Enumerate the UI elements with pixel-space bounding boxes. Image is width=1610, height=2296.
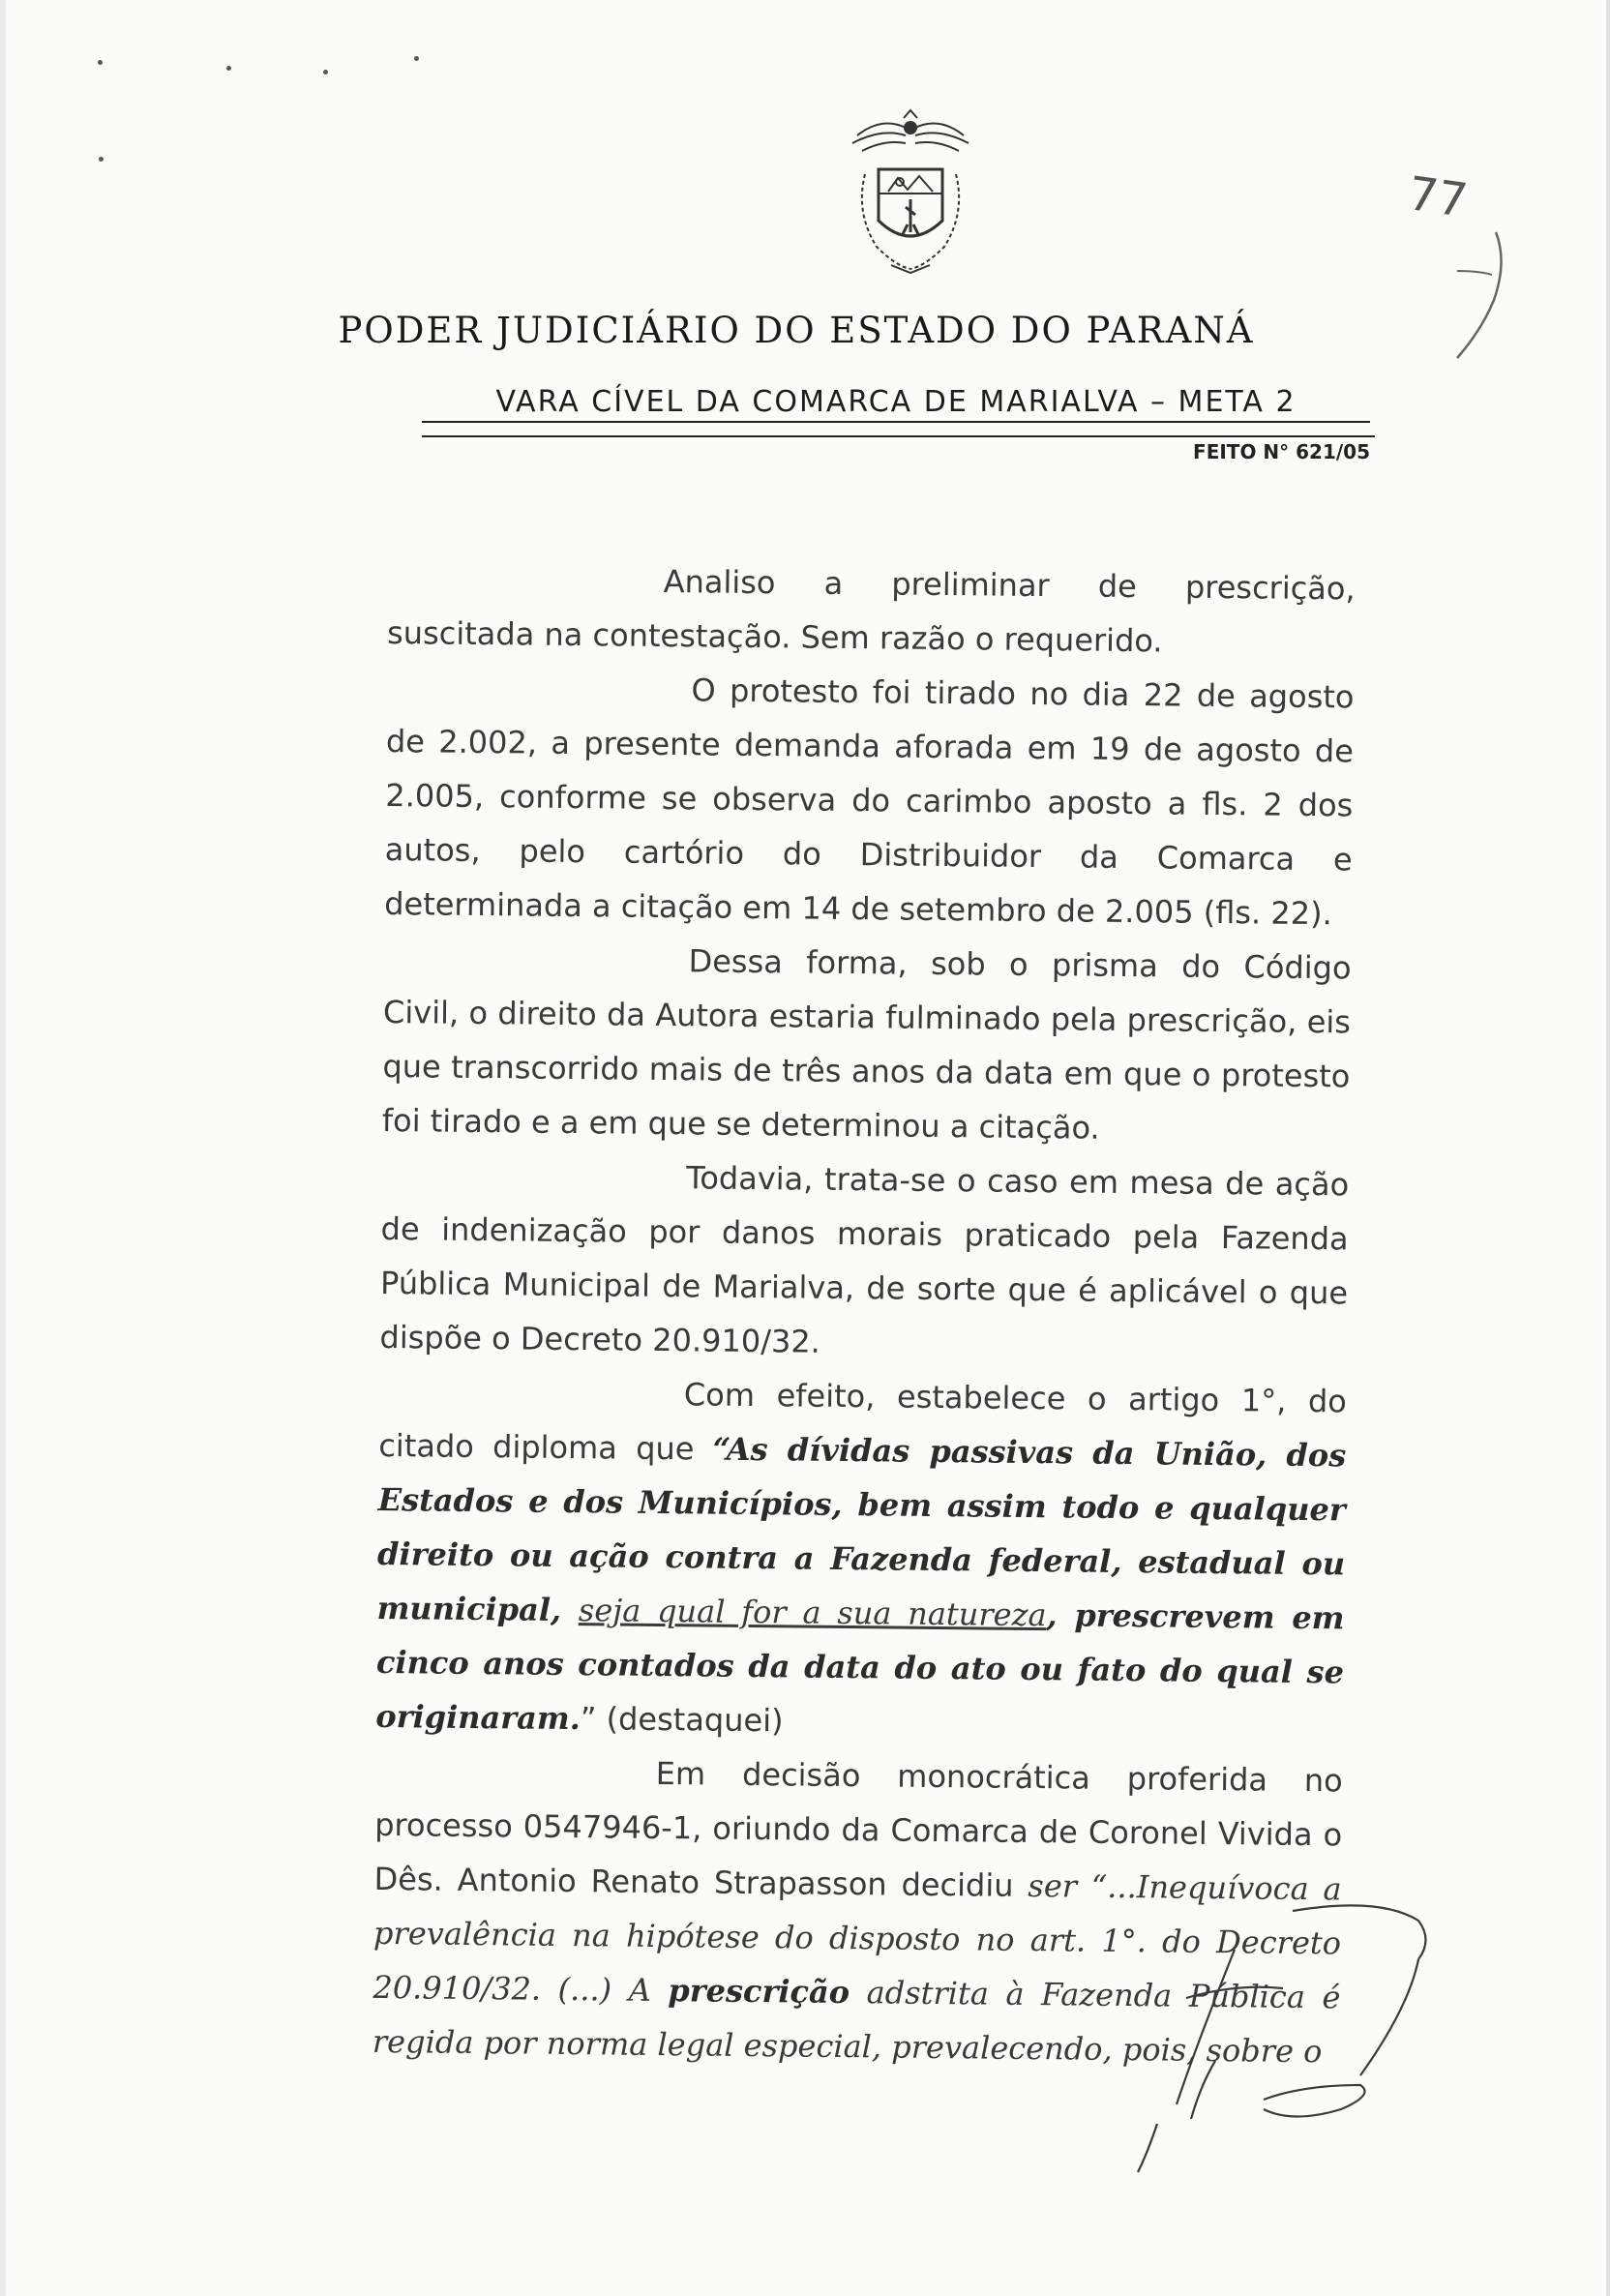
decree-quote-underlined: seja qual for a sua natureza xyxy=(578,1592,1047,1634)
paragraph-text: Todavia, trata-se o caso em mesa de ação xyxy=(686,1159,1350,1204)
paragraph-text: Civil, o direito da Autora estaria fulminado pela prescrição, eis que transcorrido mais de três anos da data em que o protesto foi tirado e a em que se determinou a citação. xyxy=(381,993,1352,1147)
paragraph-protesto xyxy=(384,660,1355,940)
paragraph-text: de 2.002, a presente demanda aforada em 19 de agosto de 2.005, conforme se observa do carimbo aposto a fls. 2 dos autos, pelo cartório do Distribuidor da Comarca e determinada a citação em 14 de setembro de 2.005 (fls. 22). xyxy=(383,722,1355,933)
header-divider xyxy=(422,435,1375,437)
paragraph-dessa-forma xyxy=(382,931,1352,1157)
paragraph-text: Com efeito, estabelece o artigo 1°, do xyxy=(683,1376,1348,1420)
paragraph-text: processo 0547946-1, oriundo da Comarca de Coronel Vivida o Dês. Antonio Renato Strapasson decidiu xyxy=(373,1805,1343,1905)
case-number: FEITO N° 621/05 xyxy=(1193,440,1370,463)
decision-body xyxy=(373,552,1356,2078)
scan-speck xyxy=(226,66,231,71)
paragraph-text: suscitada na contestação. Sem razão o requerido. xyxy=(386,613,1163,660)
paragraph-text: Dessa forma, sob o prisma do Código xyxy=(688,942,1352,987)
court-title: PODER JUDICIÁRIO DO ESTADO DO PARANÁ xyxy=(338,310,1255,351)
paragraph-text: citado diploma que xyxy=(378,1426,713,1468)
scan-speck xyxy=(98,60,103,65)
paragraph-prescricao xyxy=(387,552,1356,670)
paragraph-text: ser xyxy=(1028,1867,1078,1905)
parana-coat-of-arms-icon xyxy=(838,106,983,281)
paragraph-text: de indenização por danos morais praticado pela Fazenda Pública Municipal de Marialva, de sorte que é aplicável o que dispõe o Decreto 20.910/32. xyxy=(379,1209,1349,1360)
decree-quote: , prescrevem em cinco anos contados da data do ato ou fato do qual se originaram. xyxy=(375,1596,1345,1738)
court-subtitle: VARA CÍVEL DA COMARCA DE MARIALVA – META 2 xyxy=(422,385,1370,423)
decree-quote: “As dívidas passivas da União, dos Estados e dos Municípios, bem assim todo e qualquer direito ou ação contra a Fazenda federal, estadual ou municipal, xyxy=(376,1430,1347,1629)
scan-speck xyxy=(414,56,419,61)
paragraph-text: O protesto foi tirado no dia 22 de agosto xyxy=(691,671,1355,716)
paragraph-todavia xyxy=(379,1148,1349,1374)
scan-speck xyxy=(99,157,104,162)
jurisprudence-quote: adstrita à Fazenda Pública é regida por norma legal especial, prevalecendo, pois, sobre o xyxy=(372,1974,1341,2071)
paragraph-text: ” (destaquei) xyxy=(580,1700,784,1740)
handwritten-page-number xyxy=(1399,155,1544,368)
scan-speck xyxy=(323,70,328,75)
handwritten-signature xyxy=(993,1892,1438,2182)
paragraph-text: Analiso a preliminar de prescrição, xyxy=(663,562,1356,608)
jurisprudence-quote-bold: prescrição xyxy=(668,1972,850,2012)
jurisprudence-quote: “...Inequívoca a prevalência na hipótese do disposto no art. 1°. do Decreto 20.910/32. (...) A xyxy=(373,1867,1342,2010)
paragraph-text: Em decisão monocrática proferida no xyxy=(655,1754,1343,1800)
svg-text:77: 77 xyxy=(1404,166,1472,229)
paragraph-com-efeito xyxy=(375,1364,1347,1753)
